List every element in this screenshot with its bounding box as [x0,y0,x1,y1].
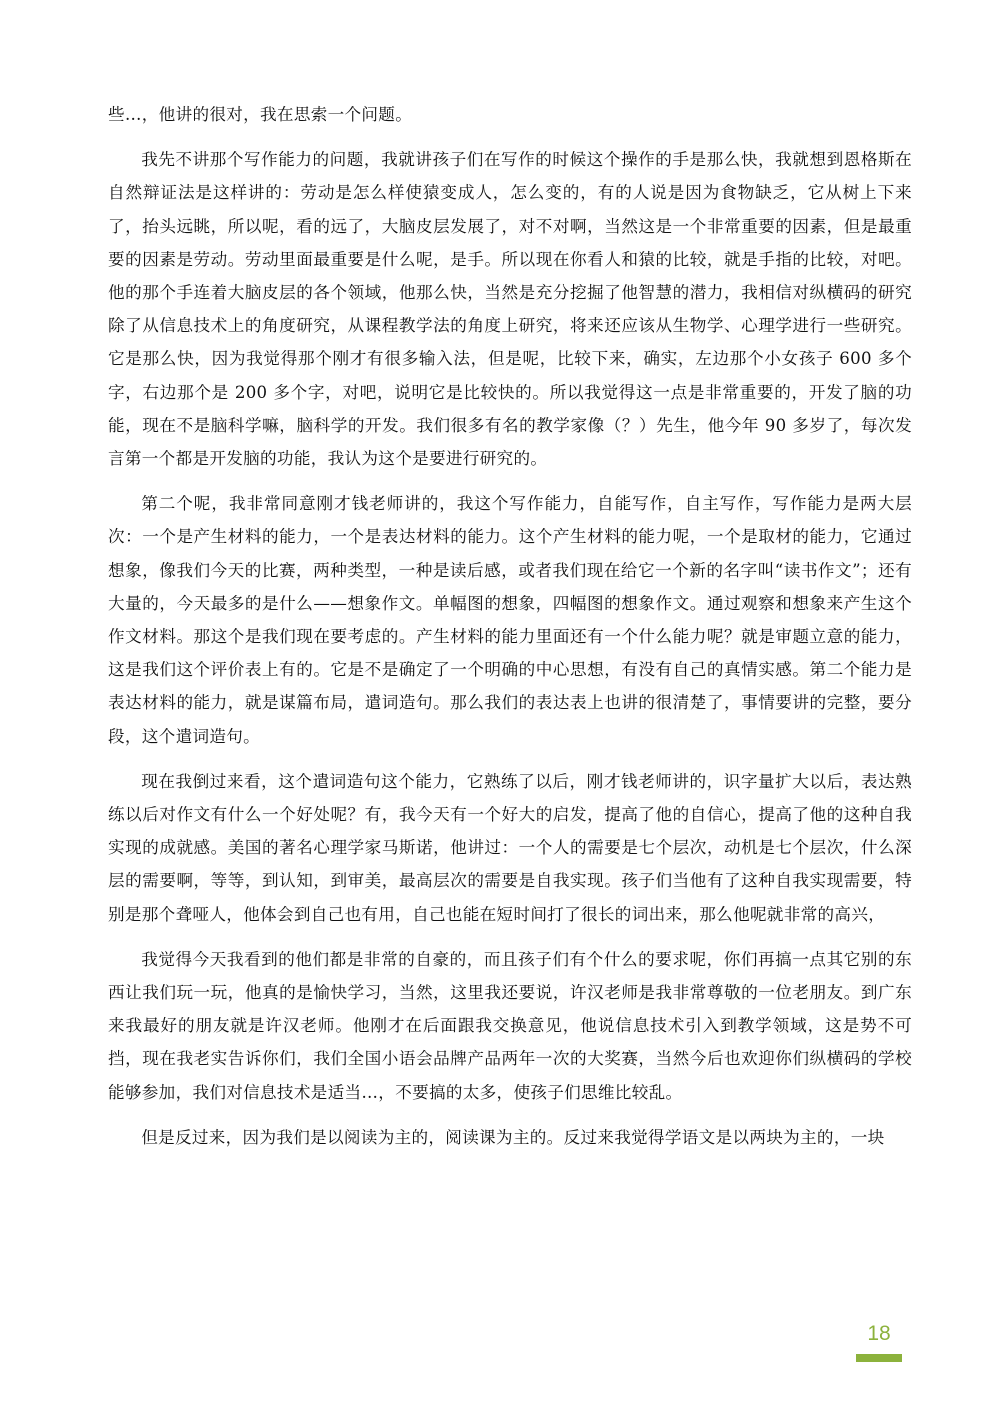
paragraph-6: 但是反过来，因为我们是以阅读为主的，阅读课为主的。反过来我觉得学语文是以两块为主的，一块 [141,1127,885,1147]
paragraph-3: 第二个呢，我非常同意刚才钱老师讲的，我这个写作能力，自能写作，自主写作，写作能力是两大层次：一个是产生材料的能力，一个是表达材料的能力。这个产生材料的能力呢，一个是取材的能力，它通过想象，像我们今天的比赛，两种类型，一种是读后感，或者我们现在给它一个新的名字叫“读书作文”；还有大量的，今天最多的是什么——想象作文。单幅图的想象，四幅图的想象作文。通过观察和想象来产生这个作文材料。那这个是我们现在要考虑的。产生材料的能力里面还有一个什么能力呢？就是审题立意的能力，这是我们这个评价表上有的。它是不是确定了一个明确的中心思想，有没有自己的真情实感。第二个能力是表达材料的能力，就是谋篇布局，遣词造句。那么我们的表达表上也讲的很清楚了，事情要讲的完整，要分段，这个遣词造句。 [108,494,912,746]
page-number-underline [856,1354,902,1362]
document-body [108,98,912,1154]
paragraph-1: 些…，他讲的很对，我在思索一个问题。 [108,105,413,124]
paragraph-5: 我觉得今天我看到的他们都是非常的自豪的，而且孩子们有个什么的要求呢，你们再搞一点其它别的东西让我们玩一玩，他真的是愉快学习，当然，这里我还要说，许汉老师是我非常尊敬的一位老朋友。到广东来我最好的朋友就是许汉老师。他刚才在后面跟我交换意见，他说信息技术引入到教学领域，这是势不可挡，现在我老实告诉你们，我们全国小语会品牌产品两年一次的大奖赛，当然今后也欢迎你们纵横码的学校能够参加，我们对信息技术是适当…，不要搞的太多，使孩子们思维比较乱。 [108,949,912,1102]
page-number: 18 [867,1322,891,1345]
paragraph-2: 我先不讲那个写作能力的问题，我就讲孩子们在写作的时候这个操作的手是那么快，我就想到恩格斯在自然辩证法是这样讲的：劳动是怎么样使猿变成人，怎么变的，有的人说是因为食物缺乏，它从树上下来了，抬头远眺，所以呢，看的远了，大脑皮层发展了，对不对啊，当然这是一个非常重要的因素，但是最重要的因素是劳动。劳动里面最重要是什么呢，是手。所以现在你看人和猿的比较，就是手指的比较，对吧。他的那个手连着大脑皮层的各个领域，他那么快，当然是充分挖掘了他智慧的潜力，我相信对纵横码的研究除了从信息技术上的角度研究，从课程教学法的角度上研究，将来还应该从生物学、心理学进行一些研究。它是那么快，因为我觉得那个刚才有很多输入法，但是呢，比较下来，确实，左边那个小女孩子 600 多个字，右边那个是 200 多个字，对吧，说明它是比较快的。所以我觉得这一点是非常重要的，开发了脑的功能，现在不是脑科学嘛，脑科学的开发。我们很多有名的教学家像（？）先生，他今年 90 多岁了，每次发言第一个都是开发脑的功能，我认为这个是要进行研究的。 [108,150,912,469]
paragraph-4: 现在我倒过来看，这个遣词造句这个能力，它熟练了以后，刚才钱老师讲的，识字量扩大以后，表达熟练以后对作文有什么一个好处呢？有，我今天有一个好大的启发，提高了他的自信心，提高了他的这种自我实现的成就感。美国的著名心理学家马斯诺，他讲过：一个人的需要是七个层次，动机是七个层次，什么深层的需要啊，等等，到认知，到审美，最高层次的需要是自我实现。孩子们当他有了这种自我实现需要，特别是那个聋哑人，他体会到自己也有用，自己也能在短时间打了很长的词出来，那么他呢就非常的高兴， [108,771,912,924]
